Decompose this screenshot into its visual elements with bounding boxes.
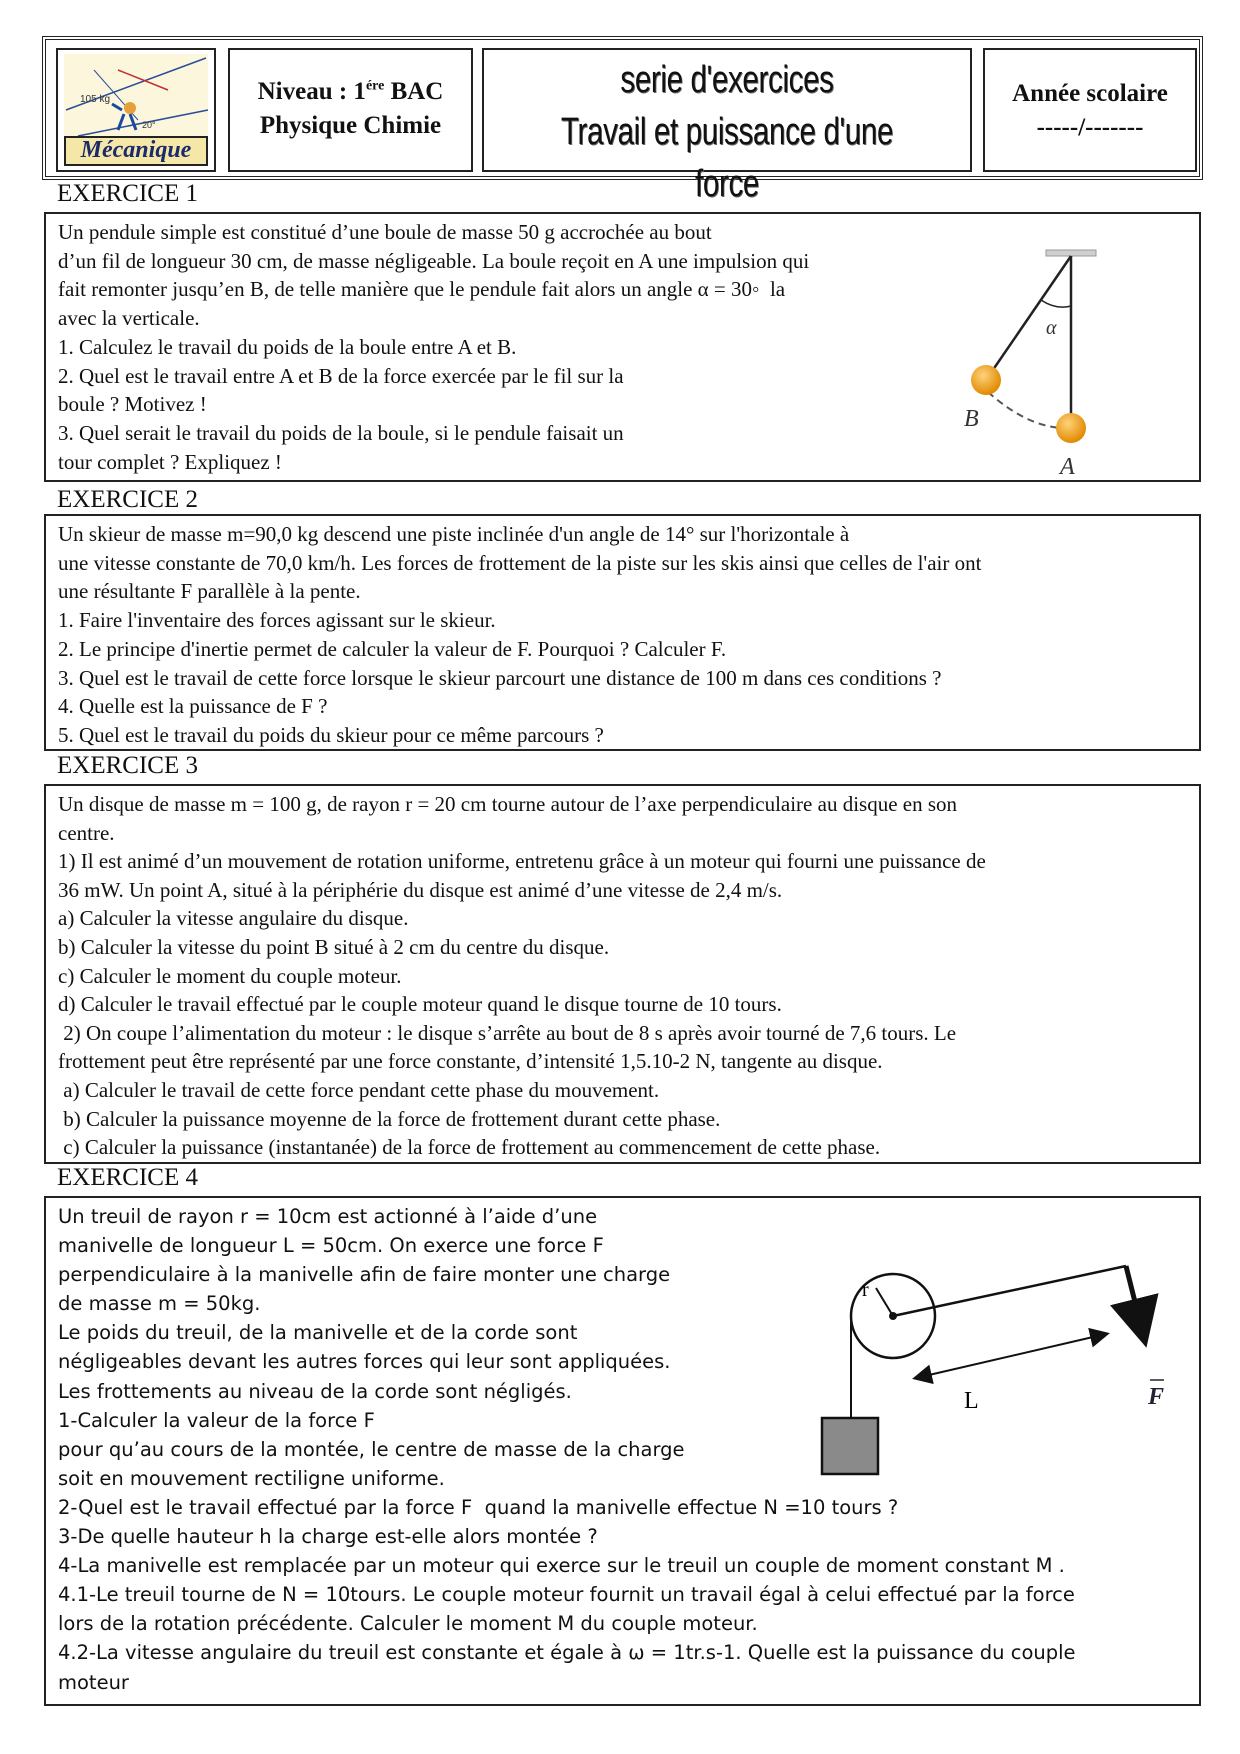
angle-arc <box>1041 300 1071 307</box>
exercise-1-heading: EXERCICE 1 <box>57 180 198 207</box>
load-mass <box>822 1418 878 1474</box>
winch-figure <box>766 1258 1186 1458</box>
ball-b <box>971 365 1001 395</box>
inclined-thread <box>986 256 1071 380</box>
logo-box <box>56 48 216 172</box>
logo-label: Mécanique <box>64 136 208 166</box>
exercise-1-box <box>44 212 1201 482</box>
school-year-label: Année scolaire <box>1012 80 1168 107</box>
level-line: Niveau : $1^{ére}$ BAC <box>257 78 444 105</box>
school-year-box <box>983 48 1197 172</box>
subject-line: Physique Chimie <box>259 112 442 139</box>
school-year-value: -----/------- <box>1036 114 1144 141</box>
radius-label: r <box>862 1279 869 1301</box>
pendulum-support <box>1046 250 1096 256</box>
force-vector <box>1126 1266 1144 1338</box>
point-a-label: A <box>1060 454 1075 480</box>
exercise-4-text: Un treuil de rayon r = 10cm est actionné à l’aide d’une manivelle de longueur L = 50cm. On exerce une force F perpendiculaire à la manivelle afin de faire monter une charge de masse m = 50kg. Le poids du treuil, de la manivelle et de la corde sont négligeables devant les autres forces qui leur sont appliquées. Les frottements au niveau de la corde sont négligés. 1-Calculer la valeur de la force F pour qu’au cours de la montée, le centre de masse de la charge soit en mouvement rectiligne uniforme. 2-Quel est le travail effectué par la force F quand la manivelle effectue N =10 tours ? 3-De quelle hauteur h la charge est-elle alors montée ? 4-La manivelle est remplacée par un moteur qui exerce sur le treuil un couple de moment constant M . 4.1-Le treuil tourne de N = 10tours. Le couple moteur fournit un travail égal à celui effectué par la force lors de la rotation précédente. Calculer le moment M du couple moteur. 4.2-La vitesse angulaire du treuil est constante et égale à ω = 1tr.s-1. Quelle est la puissance du couple moteur <box>58 1205 1076 1694</box>
length-label: L <box>964 1388 979 1414</box>
exercise-4-box <box>44 1196 1201 1706</box>
exercise-4-heading: EXERCICE 4 <box>57 1164 198 1191</box>
exercise-3-text: Un disque de masse m = 100 g, de rayon r = 20 cm tourne autour de l’axe perpendiculaire au disque en son centre. 1) Il est animé d’un mouvement de rotation uniforme, entretenu grâce à un moteur qui fourni une puissance de 36 mW. Un point A, situé à la périphérie du disque est animé d’une vitesse de 2,4 m/s. a) Calculer la vitesse angulaire du disque. b) Calculer la vitesse du point B situé à 2 cm du centre du disque. c) Calculer le moment du couple moteur. d) Calculer le travail effectué par le couple moteur quand le disque tourne de 10 tours. 2) On coupe l’alimentation du moteur : le disque s’arrête au bout de 8 s après avoir tourné de 7,6 tours. Le frottement peut être représenté par une force constante, d’intensité 1,5.10-2 N, tangente au disque. a) Calculer le travail de cette force pendant cette phase du mouvement. b) Calculer la puissance moyenne de la force de frottement durant cette phase. c) Calculer la puissance (instantanée) de la force de frottement au commencement de cette phase. <box>58 792 986 1160</box>
title-box <box>482 48 972 205</box>
length-dimension <box>916 1334 1106 1378</box>
alpha-label: α <box>1046 317 1057 339</box>
exercise-2-text: Un skieur de masse m=90,0 kg descend une piste inclinée d'un angle de 14° sur l'horizontale à une vitesse constante de 70,0 km/h. Les forces de frottement de la piste sur les skis ainsi que celles de l'air ont une résultante F parallèle à la pente. 1. Faire l'inventaire des forces agissant sur le skieur. 2. Le principe d'inertie permet de calculer la valeur de F. Pourquoi ? Calculer F. 3. Quel est le travail de cette force lorsque le skieur parcourt une distance de 100 m dans ces conditions ? 4. Quelle est la puissance de F ? 5. Quel est le travail du poids du skieur pour ce même parcours ? <box>58 522 982 747</box>
exercise-3-heading: EXERCICE 3 <box>57 752 198 779</box>
topic-title: Travail et puissance d'une force <box>560 111 894 205</box>
exercise-2-heading: EXERCICE 2 <box>57 486 198 513</box>
trajectory-arc <box>988 392 1062 428</box>
svg-text:105 kg: 105 kg <box>80 94 111 105</box>
exercise-3-box <box>44 784 1201 1164</box>
series-title: serie d'exercices <box>620 59 834 101</box>
pendulum-figure <box>964 222 1196 480</box>
svg-text:20°: 20° <box>142 120 156 130</box>
exercise-2-box <box>44 514 1201 751</box>
force-label: F <box>1148 1384 1165 1410</box>
ball-a <box>1056 413 1086 443</box>
level-box <box>228 48 473 172</box>
point-b-label: B <box>964 406 979 432</box>
exercise-1-text: Un pendule simple est constitué d’une boule de masse 50 g accrochée au bout d’un fil de longueur 30 cm, de masse négligeable. La boule reçoit en A une impulsion qui fait remonter jusqu’en B, de telle manière que le pendule fait alors un angle α = 30◦ la avec la verticale. 1. Calculez le travail du poids de la boule entre A et B. 2. Quel est le travail entre A et B de la force exercée par le fil sur la boule ? Motivez ! 3. Quel serait le travail du poids de la boule, si le pendule faisait un tour complet ? Expliquez ! <box>58 220 810 474</box>
